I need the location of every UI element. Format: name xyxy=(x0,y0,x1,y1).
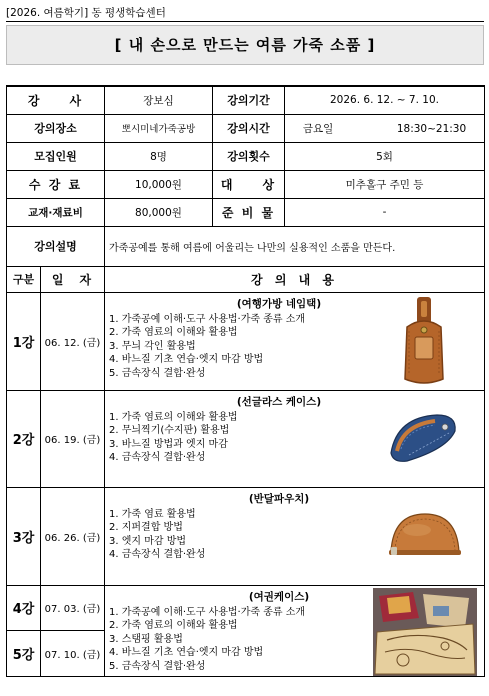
fee-label: 수 강 료 xyxy=(7,170,105,198)
list-item: 4. 바느질 기초 연습·엣지 마감 방법 xyxy=(109,354,264,365)
list-item: 2. 가죽 염료의 이해와 활용법 xyxy=(109,327,238,338)
col-date-header: 일 자 xyxy=(41,266,105,292)
list-item: 2. 가죽 염료의 이해와 활용법 xyxy=(109,620,238,631)
list-item: 3. 스탬핑 활용법 xyxy=(109,633,183,645)
info-row-fee xyxy=(7,170,485,198)
lesson-content xyxy=(105,390,485,487)
info-row-material xyxy=(7,198,485,226)
info-row-desc xyxy=(7,226,485,266)
place-label: 강의장소 xyxy=(7,114,105,142)
lesson-row-1 xyxy=(7,292,485,390)
list-item: 5. 금속장식 결합·완성 xyxy=(109,367,206,379)
target-label: 대 상 xyxy=(213,170,285,198)
info-row-place xyxy=(7,114,485,142)
sessions-label: 강의횟수 xyxy=(213,142,285,170)
course-table xyxy=(6,85,485,677)
schedule-header-row xyxy=(7,266,485,292)
passport-case-photo xyxy=(373,588,477,676)
list-item: 1. 가죽 염료 활용법 xyxy=(109,508,196,520)
lesson-title: (선글라스 케이스) xyxy=(236,395,322,408)
sessions-value: 5회 xyxy=(285,142,485,170)
lesson-date: 07. 10. (금) xyxy=(41,631,105,677)
half-moon-pouch-photo xyxy=(387,510,463,560)
list-item: 3. 엣지 마감 방법 xyxy=(109,535,187,547)
lesson-content xyxy=(105,585,485,677)
lesson-row-4 xyxy=(7,585,485,631)
lesson-date: 06. 26. (금) xyxy=(41,487,105,585)
info-row-instructor xyxy=(7,86,485,114)
list-item: 2. 지퍼결합 방법 xyxy=(109,522,183,533)
lesson-date: 06. 19. (금) xyxy=(41,390,105,487)
lesson-num: 5강 xyxy=(7,631,41,677)
page-title: [ 내 손으로 만드는 여름 가죽 소품 ] xyxy=(6,25,484,65)
prep-value: - xyxy=(285,198,485,226)
period-label: 강의기간 xyxy=(213,86,285,114)
lesson-num: 4강 xyxy=(7,585,41,631)
lesson-content xyxy=(105,487,485,585)
lesson-title: (여행가방 네임택) xyxy=(236,297,322,310)
list-item: 1. 가죽공예 이해·도구 사용법·가죽 종류 소개 xyxy=(109,313,306,325)
lesson-content xyxy=(105,292,485,390)
time-day: 금요일 xyxy=(302,122,334,135)
capacity-value: 8명 xyxy=(105,142,213,170)
instructor-label: 강 사 xyxy=(7,86,105,114)
desc-value: 가죽공예를 통해 여름에 어울리는 나만의 실용적인 소품을 만든다. xyxy=(105,226,485,266)
list-item: 1. 가죽 염료의 이해와 활용법 xyxy=(109,411,238,423)
place-value: 뽀시미네가죽공방 xyxy=(105,114,213,142)
header-line xyxy=(6,4,484,22)
leather-name-tag-photo xyxy=(401,297,447,387)
period-value: 2026. 6. 12. ~ 7. 10. xyxy=(285,86,485,114)
lesson-title: (여권케이스) xyxy=(248,590,310,603)
lesson-num: 2강 xyxy=(7,390,41,487)
list-item: 4. 바느질 기초 연습·엣지 마감 방법 xyxy=(109,647,264,658)
lesson-date: 06. 12. (금) xyxy=(41,292,105,390)
time-value xyxy=(285,114,485,142)
col-content-header: 강 의 내 용 xyxy=(105,266,485,292)
list-item: 2. 무늬찍기(수지판) 활용법 xyxy=(109,425,230,436)
desc-label: 강의설명 xyxy=(7,226,105,266)
sunglasses-case-photo xyxy=(387,409,459,465)
list-item: 3. 바느질 방법과 엣지 마감 xyxy=(109,438,228,450)
info-row-capacity xyxy=(7,142,485,170)
lesson-row-2 xyxy=(7,390,485,487)
capacity-label: 모집인원 xyxy=(7,142,105,170)
list-item: 5. 금속장식 결합·완성 xyxy=(109,660,206,672)
target-value: 미추홀구 주민 등 xyxy=(285,170,485,198)
list-item: 4. 금속장식 결합·완성 xyxy=(109,549,206,560)
list-item: 4. 금속장식 결합·완성 xyxy=(109,452,206,463)
header-text: [2026. 여름학기] 동 평생학습센터 xyxy=(6,7,166,19)
time-label: 강의시간 xyxy=(213,114,285,142)
lesson-num: 1강 xyxy=(7,292,41,390)
list-item: 3. 무늬 각인 활용법 xyxy=(109,340,196,352)
material-value: 80,000원 xyxy=(105,198,213,226)
lesson-date: 07. 03. (금) xyxy=(41,585,105,631)
time-hours: 18:30~21:30 xyxy=(396,122,467,135)
material-label: 교재·재료비 xyxy=(7,198,105,226)
lesson-row-3 xyxy=(7,487,485,585)
list-item: 1. 가죽공예 이해·도구 사용법·가죽 종류 소개 xyxy=(109,606,306,618)
prep-label: 준 비 물 xyxy=(213,198,285,226)
instructor-value: 장보심 xyxy=(105,86,213,114)
lesson-num: 3강 xyxy=(7,487,41,585)
lesson-title: (반달파우치) xyxy=(248,492,310,505)
fee-value: 10,000원 xyxy=(105,170,213,198)
col-lesson-header: 구분 xyxy=(7,266,41,292)
